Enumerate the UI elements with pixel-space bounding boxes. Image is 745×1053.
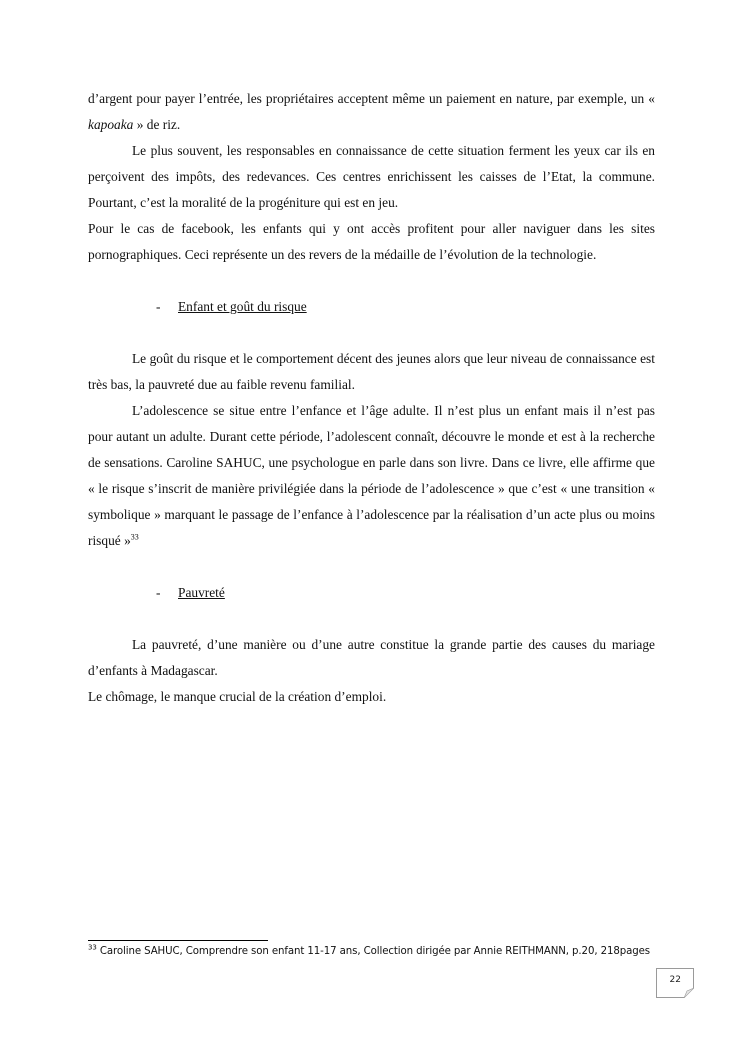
paragraph: Le goût du risque et le comportement décent des jeunes alors que leur niveau de connaissance est très bas, la pauvreté due au faible revenu familial. bbox=[88, 351, 655, 392]
heading-bullet: - bbox=[156, 585, 161, 600]
paragraph: Pour le cas de facebook, les enfants qui y ont accès profitent pour aller naviguer dans les sites pornographiques. Ceci représente un des revers de la médaille de l’évolution de la technologie. bbox=[88, 221, 655, 262]
page-number-box bbox=[656, 968, 694, 998]
footnote bbox=[88, 943, 688, 957]
heading-title: Pauvreté bbox=[178, 585, 225, 600]
footnote-reference[interactable]: 33 bbox=[130, 532, 139, 542]
section-heading-risk bbox=[88, 294, 655, 320]
paragraph: La pauvreté, d’une manière ou d’une autre constitue la grande partie des causes du mariage d’enfants à Madagascar. bbox=[88, 637, 655, 678]
page-curl-icon bbox=[684, 988, 694, 998]
heading-title: Enfant et goût du risque bbox=[178, 299, 307, 314]
footnote-separator bbox=[88, 940, 268, 941]
footnote-text: Caroline SAHUC, Comprendre son enfant 11-17 ans, Collection dirigée par Annie REITHMANN, p.20, 218pages bbox=[96, 946, 650, 957]
paragraph: Le plus souvent, les responsables en connaissance de cette situation ferment les yeux car ils en perçoivent des impôts, des redevances. Ces centres enrichissent les caisses de l’Etat, la commune. Pourtant, c’est la moralité de la progéniture qui est en jeu. bbox=[88, 143, 655, 210]
term-kapoaka: kapoaka bbox=[88, 117, 134, 132]
section-heading-poverty bbox=[88, 580, 655, 606]
paragraph: d’argent pour payer l’entrée, les propriétaires acceptent même un paiement en nature, par exemple, un « kapoaka » de riz. bbox=[88, 91, 655, 132]
body-text bbox=[88, 86, 655, 710]
page-number: 22 bbox=[669, 975, 681, 985]
paragraph: Le chômage, le manque crucial de la création d’emploi. bbox=[88, 689, 387, 704]
heading-bullet: - bbox=[156, 299, 161, 314]
footnote-number: 33 bbox=[88, 943, 97, 952]
paragraph: L’adolescence se situe entre l’enfance et l’âge adulte. Il n’est plus un enfant mais il n’est pas pour autant un adulte. Durant cette période, l’adolescent connaît, découvre le monde et est à la recherche de sensations. Caroline SAHUC, une psychologue en parle dans son livre. Dans ce livre, elle affirme que « le risque s’inscrit de manière privilégiée dans la période de l’adolescence » que c’est « une transition « symbolique » marquant le passage de l’enfance à l’adolescence par la réalisation d’un acte plus ou moins risqué »$^{33}$ bbox=[88, 403, 655, 548]
